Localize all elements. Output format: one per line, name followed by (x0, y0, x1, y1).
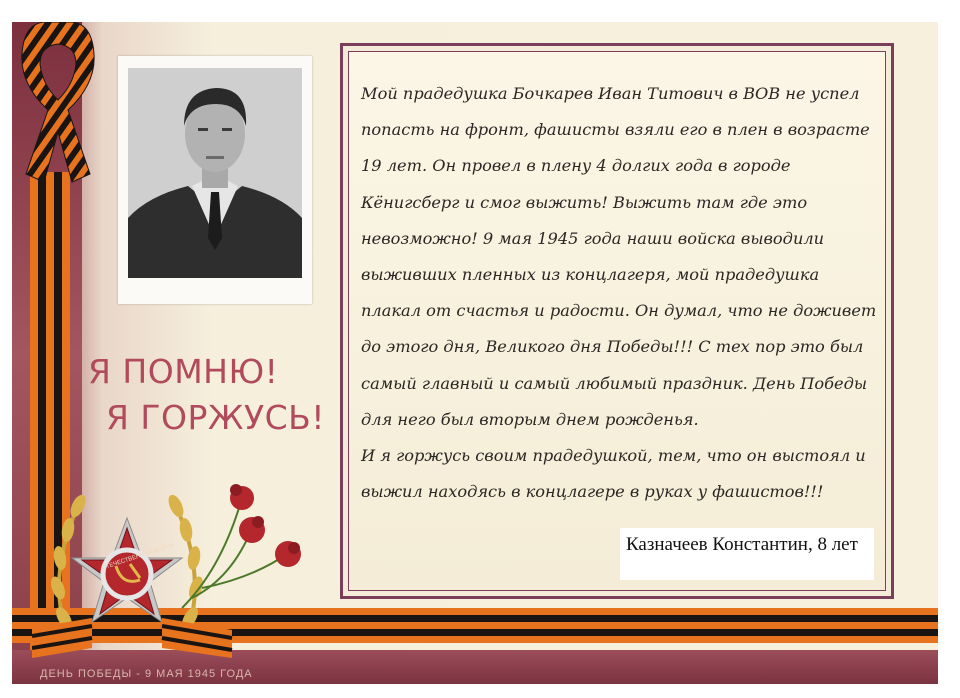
order-medal-icon (32, 458, 312, 668)
slogan-line-2: Я ГОРЖУСЬ! (106, 398, 325, 437)
footer-caption: ДЕНЬ ПОБЕДЫ - 9 МАЯ 1945 ГОДА (40, 668, 253, 680)
signature-text: Казначеев Константин, 8 лет (626, 534, 858, 555)
story-text (361, 76, 881, 510)
story-paragraph-2: И я горжусь своим прадедушкой, тем, что он выстоял и выжил находясь в концлагере в руках у фашистов!!! (361, 446, 866, 502)
portrait-frame (118, 56, 312, 304)
st-george-ribbon-icon (14, 22, 102, 189)
signature-box (620, 528, 874, 580)
story-frame (340, 43, 894, 599)
medal-inscription: ОТЕЧЕСТВЕННАЯ ВОЙНА (100, 542, 176, 572)
portrait-photo (128, 68, 302, 278)
story-paragraph-1: Мой прадедушка Бочкарев Иван Титович в ВОВ не успел попасть на фронт, фашисты взяли его в плен в возрасте 19 лет. Он провел в плену 4 долгих года в городе Кёнигсберг и смог выжить! Выжить там где это невозможно! 9 мая 1945 года наши войска выводили выживших пленных из концлагеря, мой прадедушка плакал от счастья и радости. Он думал, что не доживет до этого дня, Великого дня Победы!!! С тех пор это был самый главный и самый любимый праздник. День Победы для него был вторым днем рожденья. (361, 84, 877, 429)
postcard-sheet (12, 22, 938, 684)
slogan-line-1: Я ПОМНЮ! (88, 352, 279, 391)
